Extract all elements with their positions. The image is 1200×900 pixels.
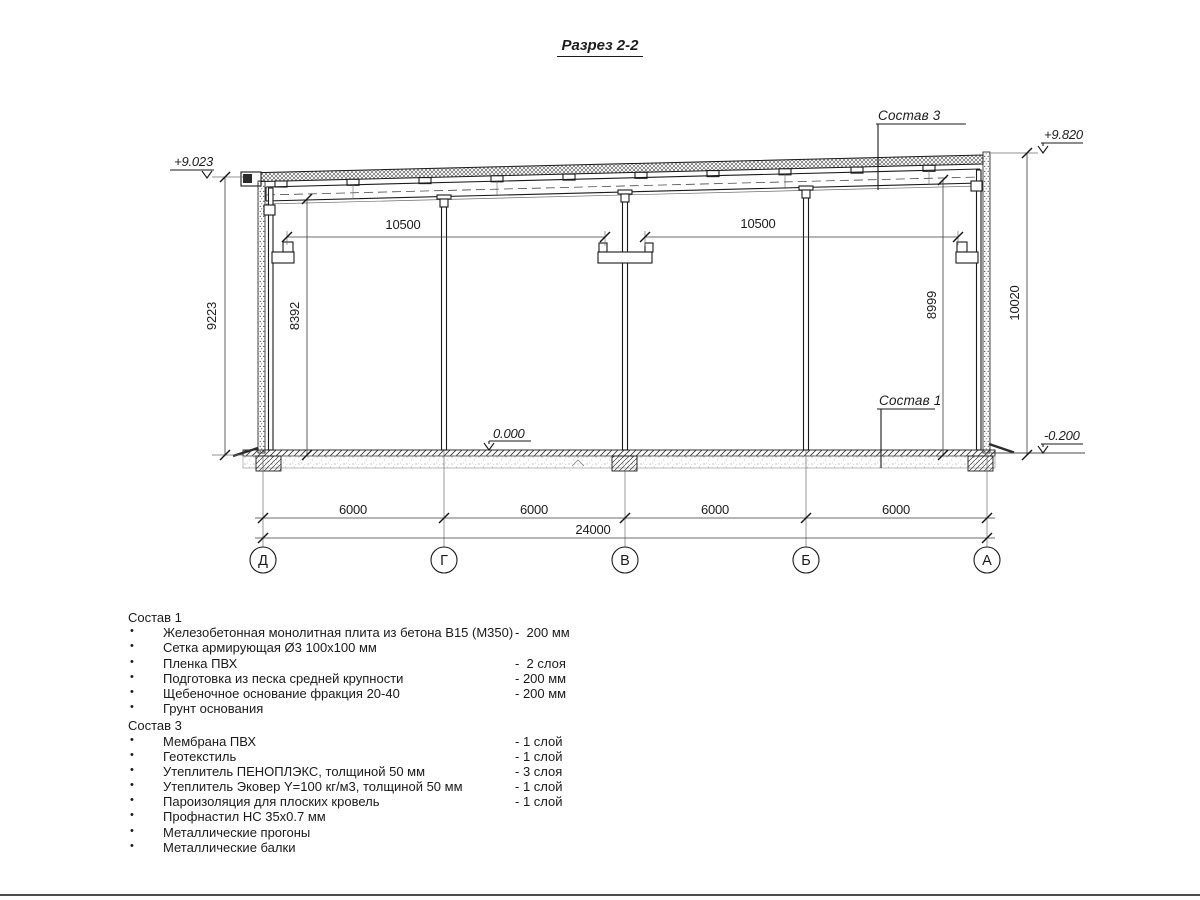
spec1-item-1 [128, 625, 608, 640]
spec1-item-2 [128, 640, 608, 655]
callout-floor-label: Состав 1 [879, 393, 942, 408]
axis-letter-B: Б [801, 553, 811, 569]
spec-item-value: - 3 слоя [515, 763, 563, 779]
bullet-icon: • [130, 824, 134, 837]
left-wall-panel [258, 181, 265, 453]
bullet-icon: • [130, 748, 134, 761]
bullet-icon: • [130, 839, 134, 852]
spec-item-label: Металлические балки [163, 839, 296, 855]
bullet-icon: • [130, 670, 134, 683]
callout-roof-label: Состав 3 [878, 108, 941, 123]
section-title-text: Разрез 2-2 [557, 37, 642, 57]
spec-item-label: Грунт основания [163, 701, 264, 717]
dim-height-right-clear: 8999 [924, 290, 939, 320]
spec-item-label: Железобетонная монолитная плита из бетона В15 (М350) [163, 625, 514, 641]
spec1-item-6 [128, 701, 608, 716]
spec1-header: Состав 1 [128, 610, 182, 625]
elevation-mark-ground [1038, 428, 1083, 453]
spec-item-label: Мембрана ПВХ [163, 733, 257, 749]
bracket-left [272, 242, 294, 263]
spec-item-value: - 200 мм [515, 685, 567, 701]
spec-item-value: - 1 слой [515, 733, 563, 749]
spec1-item-4 [128, 671, 608, 686]
elevation-mark-left-top [170, 154, 214, 178]
axis-letter-G: Г [440, 553, 448, 569]
spec-item-label: Пароизоляция для плоских кровель [163, 794, 380, 810]
dim-bay-3: 6000 [700, 502, 730, 517]
spec-item-value: - 2 слоя [515, 655, 566, 671]
dim-height-left-outer: 9223 [204, 301, 219, 331]
spec2-item-6 [128, 809, 608, 824]
bullet-icon: • [130, 625, 134, 638]
column-B [799, 186, 813, 450]
spec-item-label: Щебеночное основание фракция 20-40 [163, 685, 400, 701]
spec1-item-5 [128, 686, 608, 701]
bullet-icon: • [130, 733, 134, 746]
elevation-left-top-value: +9.023 [174, 154, 213, 169]
spec-item-label: Подготовка из песка средней крупности [163, 670, 404, 686]
dim-crane-left: 10500 [385, 217, 421, 232]
spec2-item-5 [128, 794, 608, 809]
elevation-mark-right-top [1038, 127, 1084, 153]
spec2-item-4 [128, 779, 608, 794]
spec2-item-2 [128, 749, 608, 764]
right-wall-column [977, 170, 982, 450]
left-column-head-plate [264, 205, 275, 215]
spec2-header: Состав 3 [128, 718, 182, 734]
elevation-mark-floor [484, 426, 531, 450]
dim-bay-1: 6000 [338, 502, 368, 517]
floor-slab [243, 450, 995, 456]
spec-item-label: Утеплитель Эковер Y=100 кг/м3, толщиной 50 мм [163, 779, 463, 795]
dim-overall: 24000 [575, 522, 611, 537]
roof-assembly [241, 155, 983, 204]
sheet-bottom-border [0, 894, 1200, 896]
bullet-icon: • [130, 779, 134, 792]
spec-item-label: Профнастил НС 35х0.7 мм [163, 809, 326, 825]
roof-edge-cap-core [243, 174, 252, 183]
right-column-head-plate [971, 181, 982, 191]
elevation-right-top-value: +9.820 [1044, 127, 1083, 142]
spec-item-value: - 200 мм [515, 625, 570, 641]
materials-specs [128, 610, 608, 855]
left-wall-column [269, 188, 274, 450]
elevation-floor-value: 0.000 [493, 426, 525, 441]
dim-crane-right: 10500 [740, 216, 776, 231]
spec2-item-1 [128, 734, 608, 749]
right-wall-panel [983, 152, 990, 453]
spec2-item-8 [128, 840, 608, 855]
floor-foundation [233, 444, 1085, 471]
spec1-item-3 [128, 656, 608, 671]
bracket-right [956, 242, 978, 263]
spec-item-label: Геотекстиль [163, 748, 237, 764]
footing-right [968, 456, 993, 471]
bullet-icon: • [130, 763, 134, 776]
dim-height-right-outer: 10020 [1007, 285, 1022, 321]
axis-bubbles [250, 547, 1000, 573]
axis-letter-D: Д [258, 553, 268, 569]
spec2-item-3 [128, 764, 608, 779]
footing-left [256, 456, 281, 471]
column-G [437, 195, 451, 450]
spec-item-value: - 1 слой [515, 748, 563, 764]
bullet-icon: • [130, 640, 134, 653]
column-V [618, 190, 632, 450]
footing-middle [612, 456, 637, 471]
spec-item-value: - 200 мм [515, 670, 567, 686]
spec-item-value: - 1 слой [515, 779, 563, 795]
axis-letter-V: В [620, 553, 630, 569]
spec-item-label: Металлические прогоны [163, 824, 311, 840]
axis-letter-A: А [982, 553, 992, 569]
bullet-icon: • [130, 655, 134, 668]
bullet-icon: • [130, 685, 134, 698]
spec-item-label: Пленка ПВХ [163, 655, 238, 671]
bullet-icon: • [130, 794, 134, 807]
spec-item-label: Сетка армирующая Ø3 100х100 мм [163, 640, 377, 656]
elevation-ground-value: -0.200 [1044, 428, 1080, 443]
dim-bay-4: 6000 [881, 502, 911, 517]
spec2-item-7 [128, 825, 608, 840]
spec-item-label: Утеплитель ПЕНОПЛЭКС, толщиной 50 мм [163, 763, 426, 779]
spec-item-value: - 1 слой [515, 794, 563, 810]
dim-height-left-clear: 8392 [287, 301, 302, 331]
bullet-icon: • [130, 701, 134, 714]
bullet-icon: • [130, 809, 134, 822]
dim-bay-2: 6000 [519, 502, 549, 517]
